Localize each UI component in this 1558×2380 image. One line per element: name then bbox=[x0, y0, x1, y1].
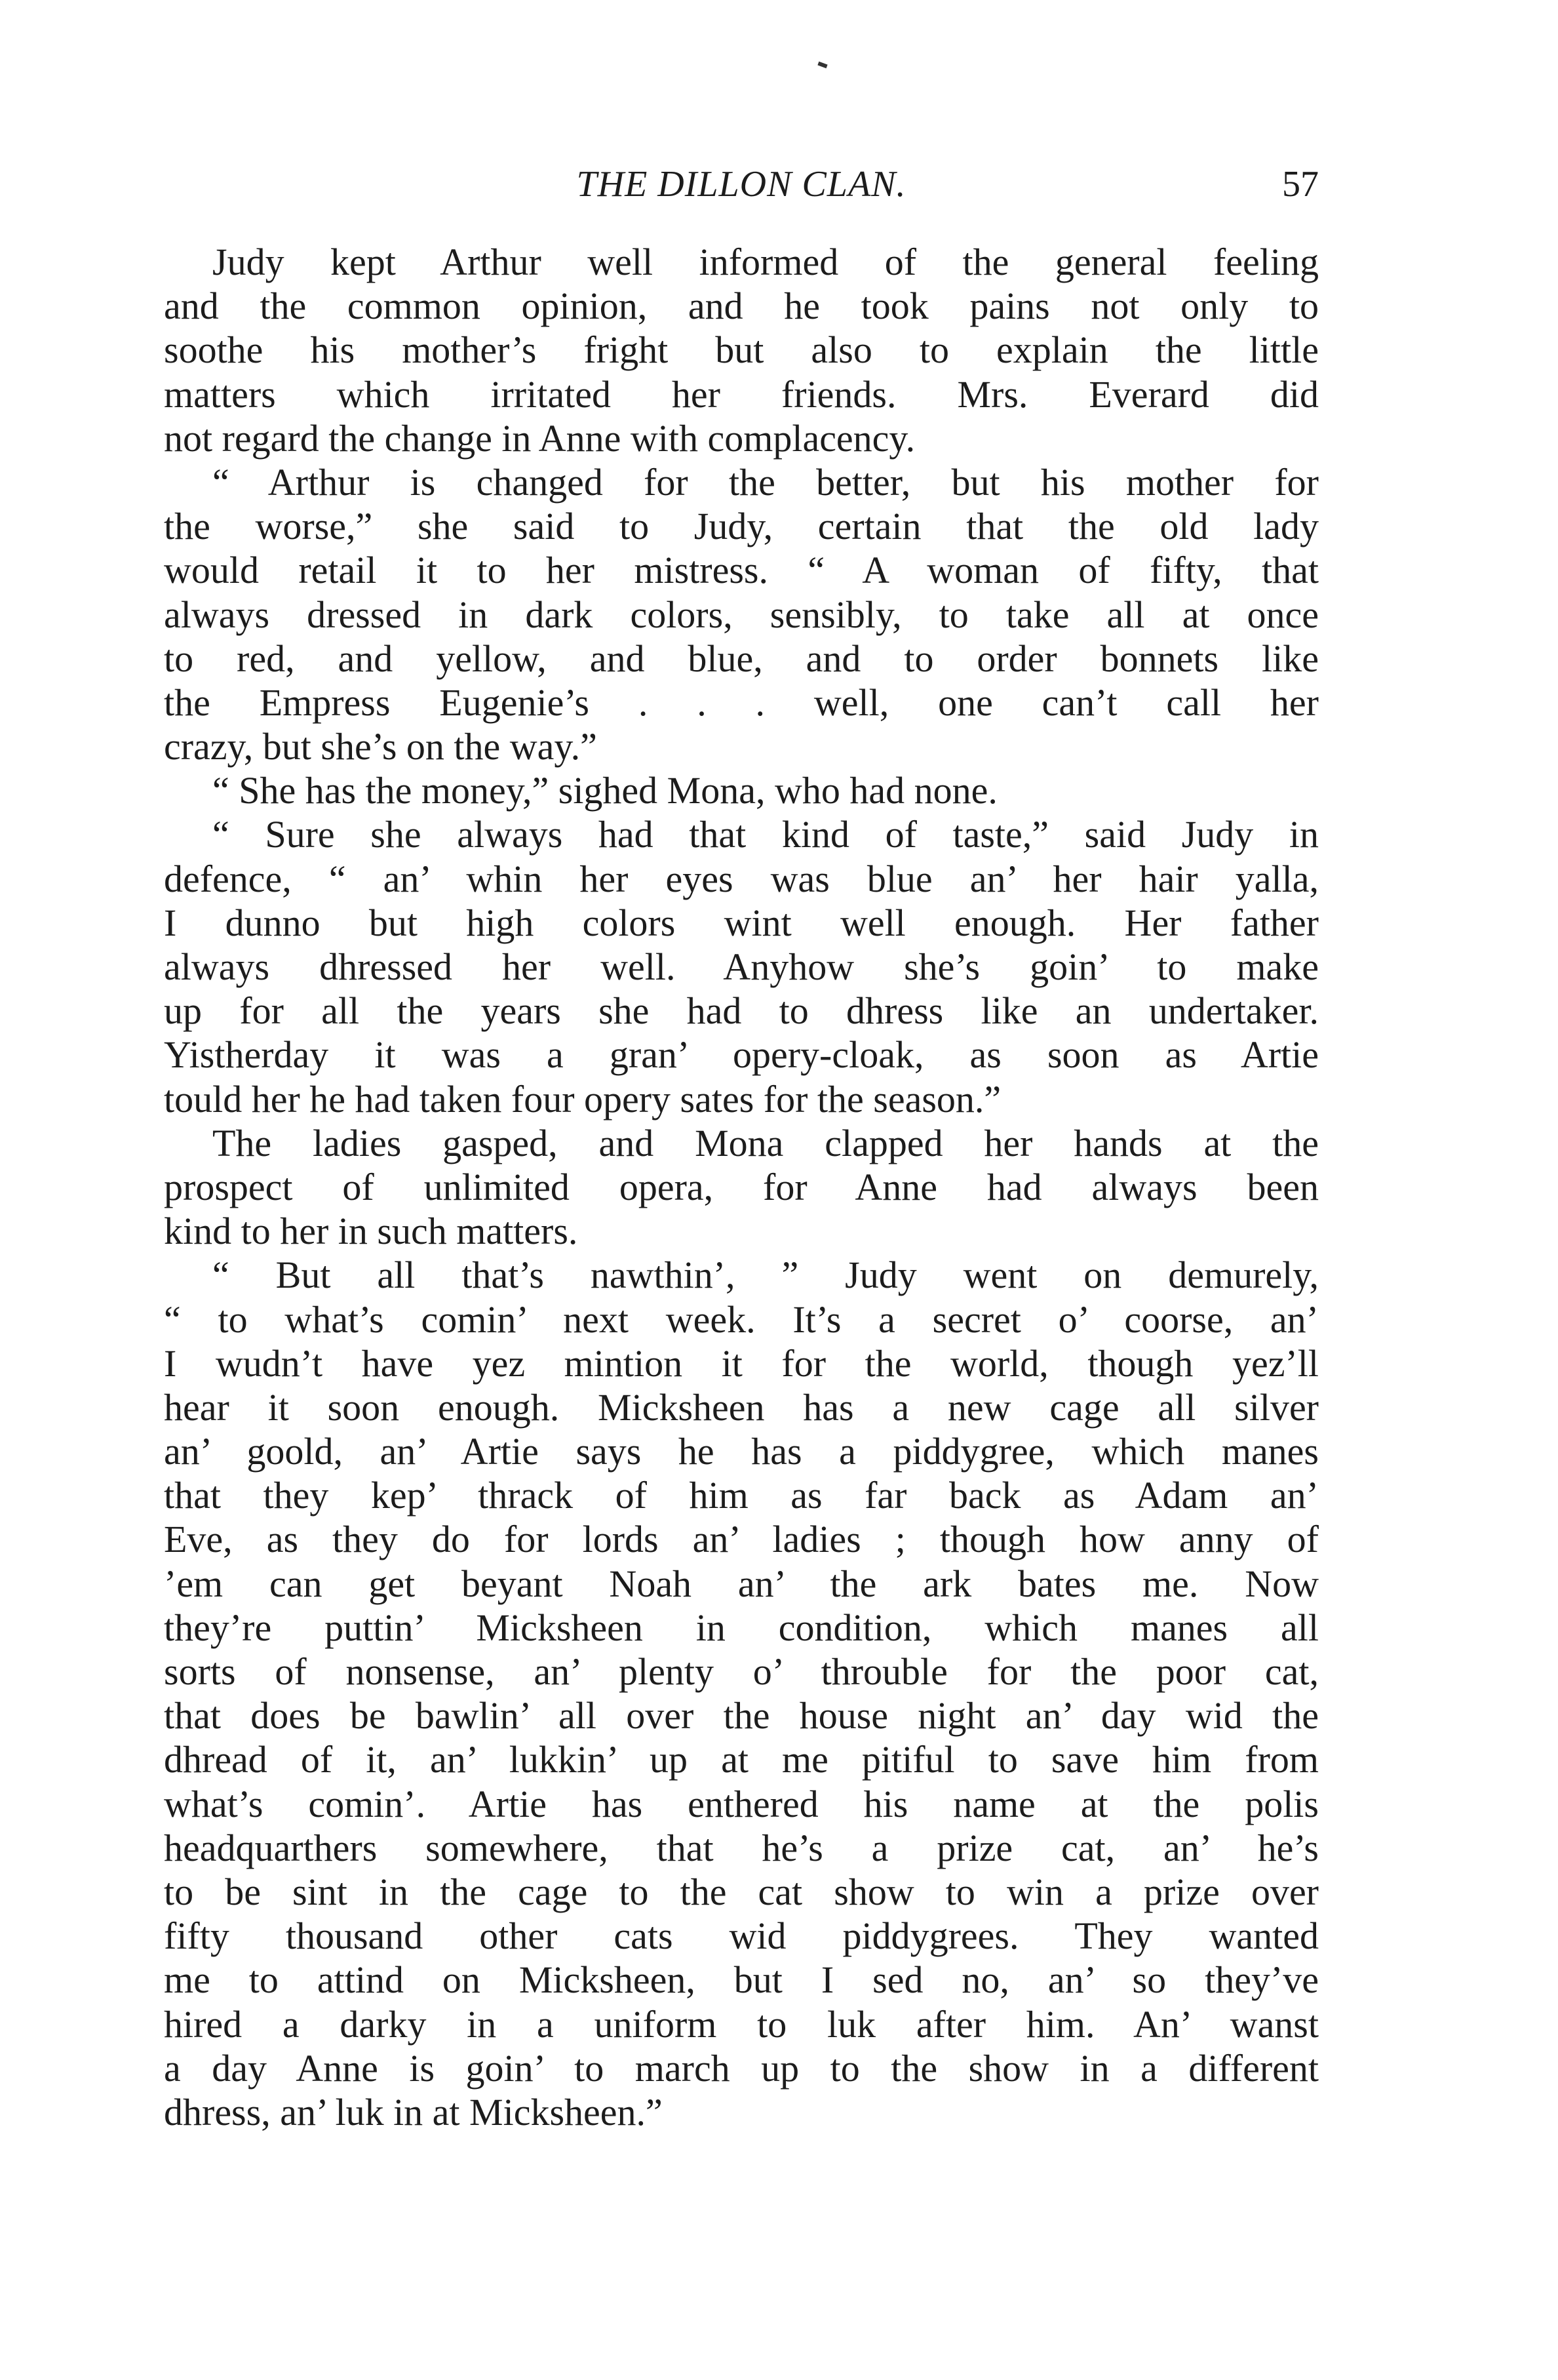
text-line: “ Arthur is changed for the better, but his mother for bbox=[212, 460, 1319, 504]
text-line: fifty thousand other cats wid piddygrees. They wanted bbox=[164, 1914, 1319, 1958]
text-line: hired a darky in a uniform to luk after him. An’ wanst bbox=[164, 2002, 1319, 2046]
text-line: “ Sure she always had that kind of taste,” said Judy in bbox=[212, 813, 1319, 856]
text-line: the Empress Eugenie’s . . . well, one can’t call her bbox=[164, 681, 1319, 724]
text-line: matters which irritated her friends. Mrs. Everard did bbox=[164, 372, 1319, 416]
text-line: “ to what’s comin’ next week. It’s a secret o’ coorse, an’ bbox=[164, 1298, 1319, 1341]
text-line: tould her he had taken four opery sates for the season.” bbox=[164, 1077, 1002, 1121]
text-line: defence, “ an’ whin her eyes was blue an’ her hair yalla, bbox=[164, 857, 1319, 900]
text-line: an’ goold, an’ Artie says he has a piddygree, which manes bbox=[164, 1430, 1319, 1473]
text-line: crazy, but she’s on the way.” bbox=[164, 725, 597, 768]
book-page bbox=[164, 155, 1319, 2134]
text-line: to be sint in the cage to the cat show to win a prize over bbox=[164, 1870, 1319, 1913]
text-line: hear it soon enough. Micksheen has a new cage all silver bbox=[164, 1385, 1319, 1429]
text-line: what’s comin’. Artie has enthered his name at the polis bbox=[164, 1782, 1319, 1825]
text-line: dhread of it, an’ lukkin’ up at me pitiful to save him from bbox=[164, 1738, 1319, 1781]
text-line: “ But all that’s nawthin’, ” Judy went on demurely, bbox=[212, 1254, 1319, 1297]
text-line: that does be bawlin’ all over the house night an’ day wid the bbox=[164, 1694, 1319, 1737]
text-line: Eve, as they do for lords an’ ladies ; though how anny of bbox=[164, 1518, 1319, 1561]
text-line: dhress, an’ luk in at Micksheen.” bbox=[164, 2090, 663, 2133]
text-line: soothe his mother’s fright but also to explain the little bbox=[164, 328, 1319, 372]
text-line: they’re puttin’ Micksheen in condition, which manes all bbox=[164, 1606, 1319, 1649]
text-line: not regard the change in Anne with complacency. bbox=[164, 416, 916, 460]
text-line: to red, and yellow, and blue, and to order bonnets like bbox=[164, 637, 1319, 680]
text-line: me to attind on Micksheen, but I sed no, an’ so they’ve bbox=[164, 1958, 1319, 2002]
text-line: would retail it to her mistress. “ A woman of fifty, that bbox=[164, 549, 1319, 592]
page-number: 57 bbox=[1282, 164, 1319, 205]
text-line: always dressed in dark colors, sensibly, to take all at once bbox=[164, 593, 1319, 636]
text-line: prospect of unlimited opera, for Anne had always been bbox=[164, 1165, 1319, 1208]
running-title: THE DILLON CLAN. bbox=[576, 164, 906, 205]
text-line: a day Anne is goin’ to march up to the show in a different bbox=[164, 2046, 1319, 2090]
text-line: the worse,” she said to Judy, certain that the old lady bbox=[164, 505, 1319, 548]
text-line: I wudn’t have yez mintion it for the world, though yez’ll bbox=[164, 1341, 1319, 1385]
text-line: “ She has the money,” sighed Mona, who had none. bbox=[212, 769, 998, 812]
text-line: I dunno but high colors wint well enough. Her father bbox=[164, 901, 1319, 944]
text-line: that they kep’ thrack of him as far back as Adam an’ bbox=[164, 1474, 1319, 1517]
text-line: ’em can get beyant Noah an’ the ark bates me. Now bbox=[164, 1562, 1319, 1605]
text-line: kind to her in such matters. bbox=[164, 1210, 578, 1253]
text-line: and the common opinion, and he took pains not only to bbox=[164, 285, 1319, 328]
text-line: Judy kept Arthur well informed of the general feeling bbox=[212, 241, 1319, 283]
running-head bbox=[164, 155, 1319, 214]
text-line: up for all the years she had to dhress like an undertaker. bbox=[164, 989, 1319, 1033]
text-line: sorts of nonsense, an’ plenty o’ throuble for the poor cat, bbox=[164, 1650, 1319, 1693]
text-line: headquarthers somewhere, that he’s a prize cat, an’ he’s bbox=[164, 1826, 1319, 1869]
body-text bbox=[164, 240, 1319, 2134]
text-line: Yistherday it was a gran’ opery-cloak, as soon as Artie bbox=[164, 1033, 1319, 1077]
text-line: always dhressed her well. Anyhow she’s goin’ to make bbox=[164, 945, 1319, 988]
text-line: The ladies gasped, and Mona clapped her hands at the bbox=[212, 1121, 1319, 1164]
ink-speck bbox=[817, 62, 827, 68]
